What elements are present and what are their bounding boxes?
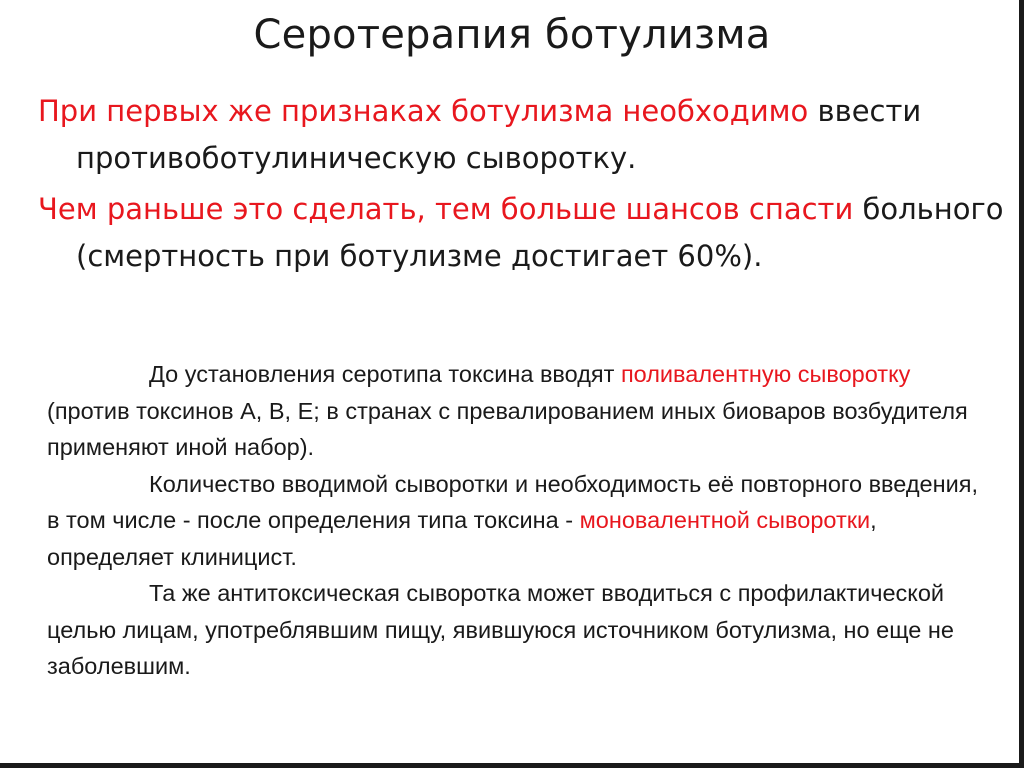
paragraph-1-after: (против токсинов А, В, Е; в странах с превалированием иных биоваров возбудителя применяют иной набор). [47, 397, 968, 460]
paragraph-2-before: Количество вводимой сыворотки и необходимость её повторного введения, в том числе - после определения типа токсина - [47, 470, 978, 533]
bullet-1-rest: ввести противоботулиническую сыворотку. [76, 94, 922, 175]
polyvalent-serum-highlight: поливалентную сыворотку [620, 361, 911, 387]
paragraph-2-after: , определяет клиницист. [47, 507, 877, 570]
bullet-2-rest: больного (смертность при ботулизме достигает 60%). [76, 192, 1004, 273]
bullet-list [38, 88, 1008, 284]
paragraph-polyvalent [47, 356, 982, 466]
slide-title: Серотерапия ботулизма [253, 12, 771, 58]
monovalent-serum-highlight: моновалентной сыворотки [579, 507, 871, 533]
body-text [47, 356, 982, 685]
bullet-2-lead: Чем раньше это сделать, тем больше шансов спасти [38, 192, 854, 226]
paragraph-prophylaxis: Та же антитоксическая сыворотка может вводиться с профилактической целью лицам, употреблявшим пищу, явившуюся источником ботулизма, но еще не заболевшим. [47, 580, 954, 679]
bullet-item-1 [38, 88, 1008, 182]
bullet-item-2 [38, 186, 1008, 280]
bullet-1-lead: При первых же признаках ботулизма необходимо [38, 94, 809, 128]
paragraph-dosage [47, 466, 982, 576]
paragraph-1-before: До установления серотипа токсина вводят [149, 361, 621, 387]
